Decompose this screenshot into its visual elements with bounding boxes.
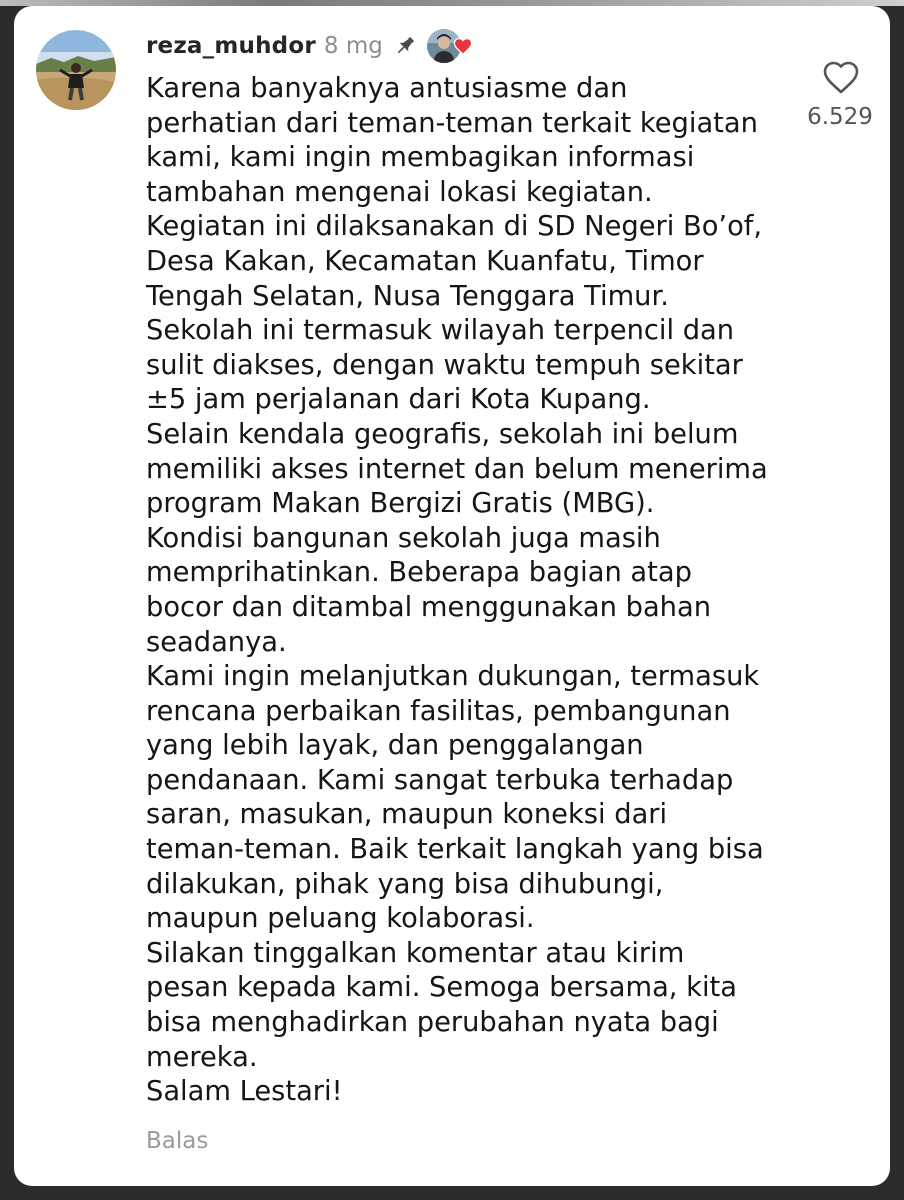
comment-line: dilakukan, pihak yang bisa dihubungi,	[146, 868, 664, 900]
comment-line: perhatian dari teman-teman terkait kegiatan	[146, 107, 758, 139]
comment-line: Sekolah ini termasuk wilayah terpencil dan	[146, 315, 735, 347]
comment-line: rencana perbaikan fasilitas, pembangunan	[146, 695, 731, 727]
like-count: 6.529	[807, 104, 873, 130]
comment-line: tambahan mengenai lokasi kegiatan.	[146, 176, 653, 208]
comment-line: seadanya.	[146, 626, 287, 658]
comment-line: maupun peluang kolaborasi.	[146, 903, 535, 935]
comment-time: 8 mg	[323, 33, 383, 59]
pin-icon	[393, 34, 417, 58]
comment-line: Kami ingin melanjutkan dukungan, termasuk	[146, 661, 760, 693]
avatar[interactable]	[36, 30, 116, 110]
comment-line: Tengah Selatan, Nusa Tenggara Timur.	[146, 280, 669, 312]
heart-outline-icon[interactable]	[822, 60, 860, 96]
comment-line: pesan kepada kami. Semoga bersama, kita	[146, 972, 737, 1004]
comment-line: teman-teman. Baik terkait langkah yang bisa	[146, 834, 764, 866]
comment-line: Salam Lestari!	[146, 1076, 343, 1108]
comment-card	[14, 6, 890, 1186]
comment-line: memiliki akses internet dan belum menerima	[146, 453, 768, 485]
comment-line: bocor dan ditambal menggunakan bahan	[146, 591, 711, 623]
comment-line: yang lebih layak, dan penggalangan	[146, 730, 644, 762]
comment-line: memprihatinkan. Beberapa bagian atap	[146, 557, 692, 589]
comment-line: saran, masukan, maupun koneksi dari	[146, 799, 668, 831]
comment-line: Silakan tinggalkan komentar atau kirim	[146, 937, 685, 969]
comment-line: Karena banyaknya antusiasme dan	[146, 73, 628, 104]
comment-line: mereka.	[146, 1041, 258, 1073]
comment-line: Kegiatan ini dilaksanakan di SD Negeri Bo’of,	[146, 211, 763, 243]
comment-header	[146, 28, 477, 64]
comment-line: bisa menghadirkan perubahan nyata bagi	[146, 1007, 719, 1039]
comment-line: ±5 jam perjalanan dari Kota Kupang.	[146, 384, 651, 416]
comment-line: kami, kami ingin membagikan informasi	[146, 142, 695, 174]
comment-line: sulit diakses, dengan waktu tempuh sekitar	[146, 349, 743, 381]
comment-line: Desa Kakan, Kecamatan Kuanfatu, Timor	[146, 245, 704, 277]
comment-line: Selain kendala geografis, sekolah ini belum	[146, 418, 739, 450]
comment-line: Kondisi bangunan sekolah juga masih	[146, 522, 661, 554]
comment-line: program Makan Bergizi Gratis (MBG).	[146, 488, 655, 520]
reply-button[interactable]: Balas	[146, 1128, 209, 1154]
creator-liked-badge	[427, 29, 477, 63]
username[interactable]: reza_muhdor	[146, 33, 316, 59]
comment-line: pendanaan. Kami sangat terbuka terhadap	[146, 764, 734, 796]
comment-text	[146, 72, 806, 1110]
creator-heart-icon	[453, 37, 473, 55]
